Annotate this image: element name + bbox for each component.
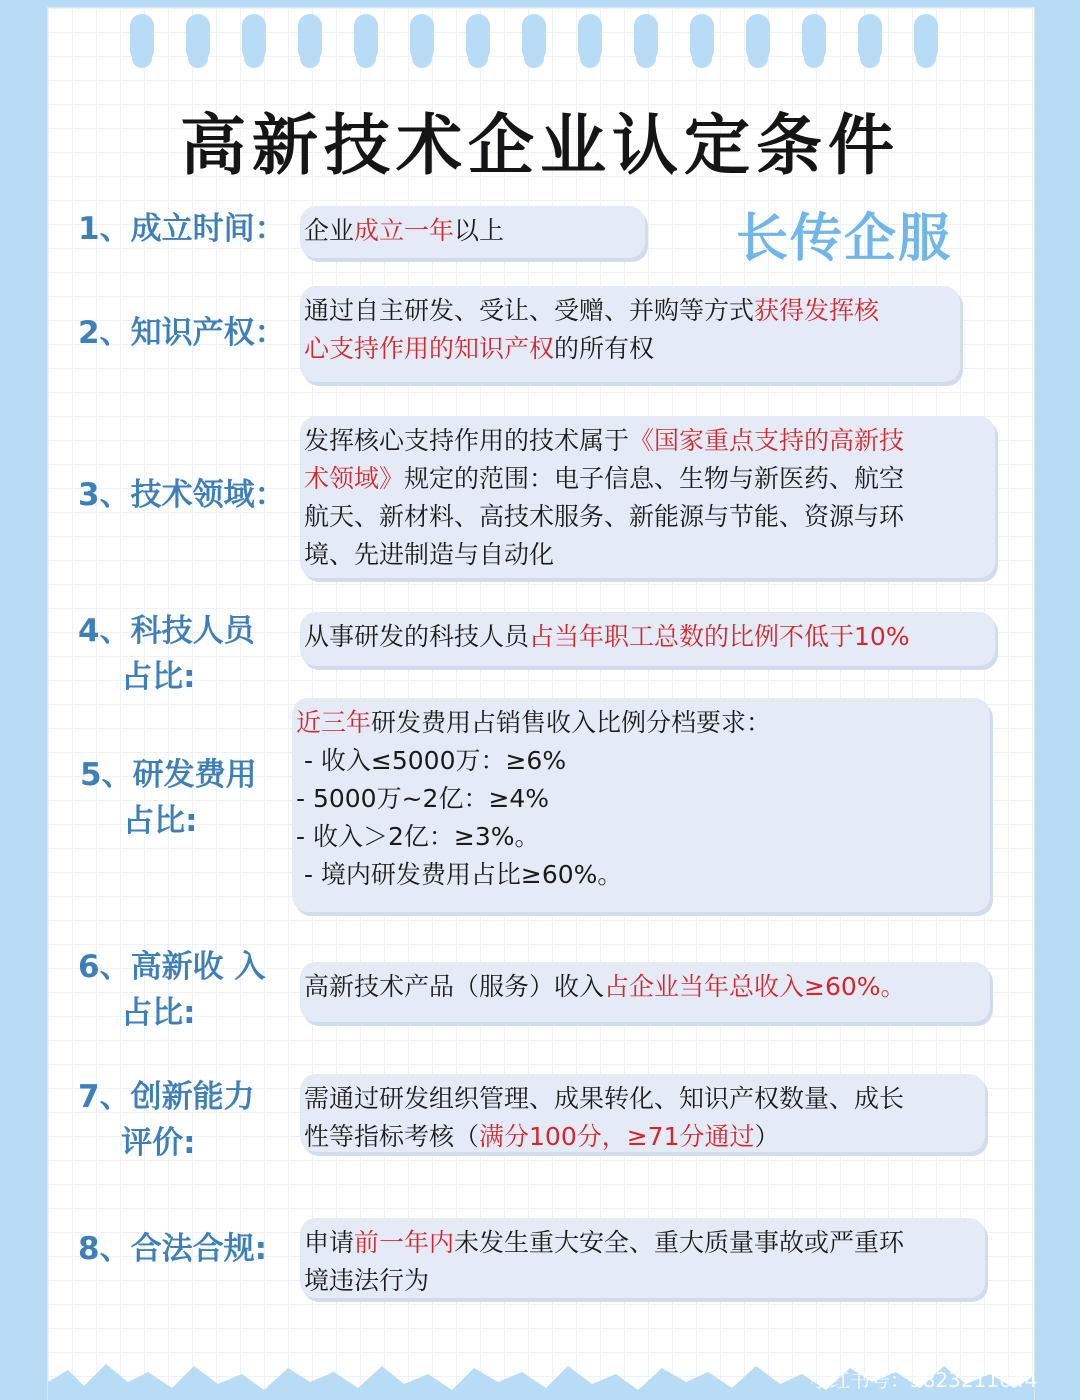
- condition-text: [304, 212, 641, 250]
- condition-label: 8、合法合规:: [78, 1231, 267, 1267]
- highlight-text: 成立一年: [354, 216, 455, 245]
- ring-hole: [354, 14, 378, 62]
- body-text: 研发费用占销售收入比例分档要求： - 收入≤5000万：≥6% - 5000万~2亿：≥4% - 收入＞2亿：≥3%。 - 境内研发费用占比≥60%。: [296, 708, 772, 889]
- condition-text: [304, 422, 991, 574]
- body-text: 以上: [454, 216, 505, 245]
- ring-hole: [242, 14, 266, 62]
- body-text: 企业: [304, 216, 355, 245]
- highlight-text: 满分100分，≥71分通过: [479, 1122, 755, 1151]
- highlight-text: 获得发挥核 心支持作用的知识产权: [304, 296, 880, 363]
- condition-label: 4、科技人员 占比:: [78, 613, 255, 695]
- ring-hole: [802, 14, 826, 62]
- highlight-text: 占企业当年总收入≥60%。: [604, 972, 906, 1001]
- ring-hole: [690, 14, 714, 62]
- condition-text: [304, 292, 956, 368]
- ring-hole: [578, 14, 602, 62]
- body-text: 未发生重大安全、重大质量事故或严重环 境违法行为: [304, 1228, 905, 1295]
- body-text: 的所有权: [554, 334, 655, 363]
- page-title: 高新技术企业认定条件: [180, 107, 900, 184]
- highlight-text: 《国家重点支持的高新技 术领域》: [304, 426, 905, 493]
- condition-text: [304, 1224, 981, 1300]
- highlight-text: 近三年: [296, 708, 372, 737]
- ring-hole: [466, 14, 490, 62]
- condition-label: 2、知识产权：: [78, 315, 286, 351]
- condition-text: [304, 1080, 981, 1156]
- condition-label: 1、成立时间：: [78, 211, 286, 247]
- body-text: ）: [754, 1122, 780, 1151]
- body-text: 通过自主研发、受让、受赠、并购等方式: [304, 296, 755, 325]
- condition-label: 6、高新收 入 占比:: [78, 949, 266, 1031]
- body-text: 发挥核心支持作用的技术属于: [304, 426, 630, 455]
- condition-text: [296, 704, 986, 894]
- ring-hole: [298, 14, 322, 62]
- ring-hole: [410, 14, 434, 62]
- body-text: 规定的范围：电子信息、生物与新医药、航空 航天、新材料、高技术服务、新能源与节能、资源与环 境、先进制造与自动化: [304, 464, 905, 569]
- ring-hole: [130, 14, 154, 62]
- body-text: 高新技术产品（服务）收入: [304, 972, 605, 1001]
- ring-hole: [634, 14, 658, 62]
- body-text: 从事研发的科技人员: [304, 622, 530, 651]
- condition-label: 3、技术领域：: [78, 477, 286, 513]
- body-text: 申请: [304, 1228, 355, 1257]
- ring-hole: [858, 14, 882, 62]
- condition-text: [304, 618, 991, 656]
- body-text: 需通过研发组织管理、成果转化、知识产权数量、成长 性等指标考核（: [304, 1084, 905, 1151]
- condition-label: 5、研发费用 占比:: [80, 757, 257, 839]
- ring-hole: [914, 14, 938, 62]
- highlight-text: 前一年内: [354, 1228, 455, 1257]
- ring-hole: [522, 14, 546, 62]
- condition-label: 7、创新能力 评价:: [78, 1079, 255, 1161]
- watermark-text: 小红书号：3823211644: [810, 1368, 1038, 1392]
- ring-hole: [746, 14, 770, 62]
- condition-text: [304, 968, 986, 1006]
- highlight-text: 占当年职工总数的比例不低于10%: [529, 622, 910, 651]
- ring-hole: [186, 14, 210, 62]
- brand-watermark: 长传企服: [736, 208, 953, 269]
